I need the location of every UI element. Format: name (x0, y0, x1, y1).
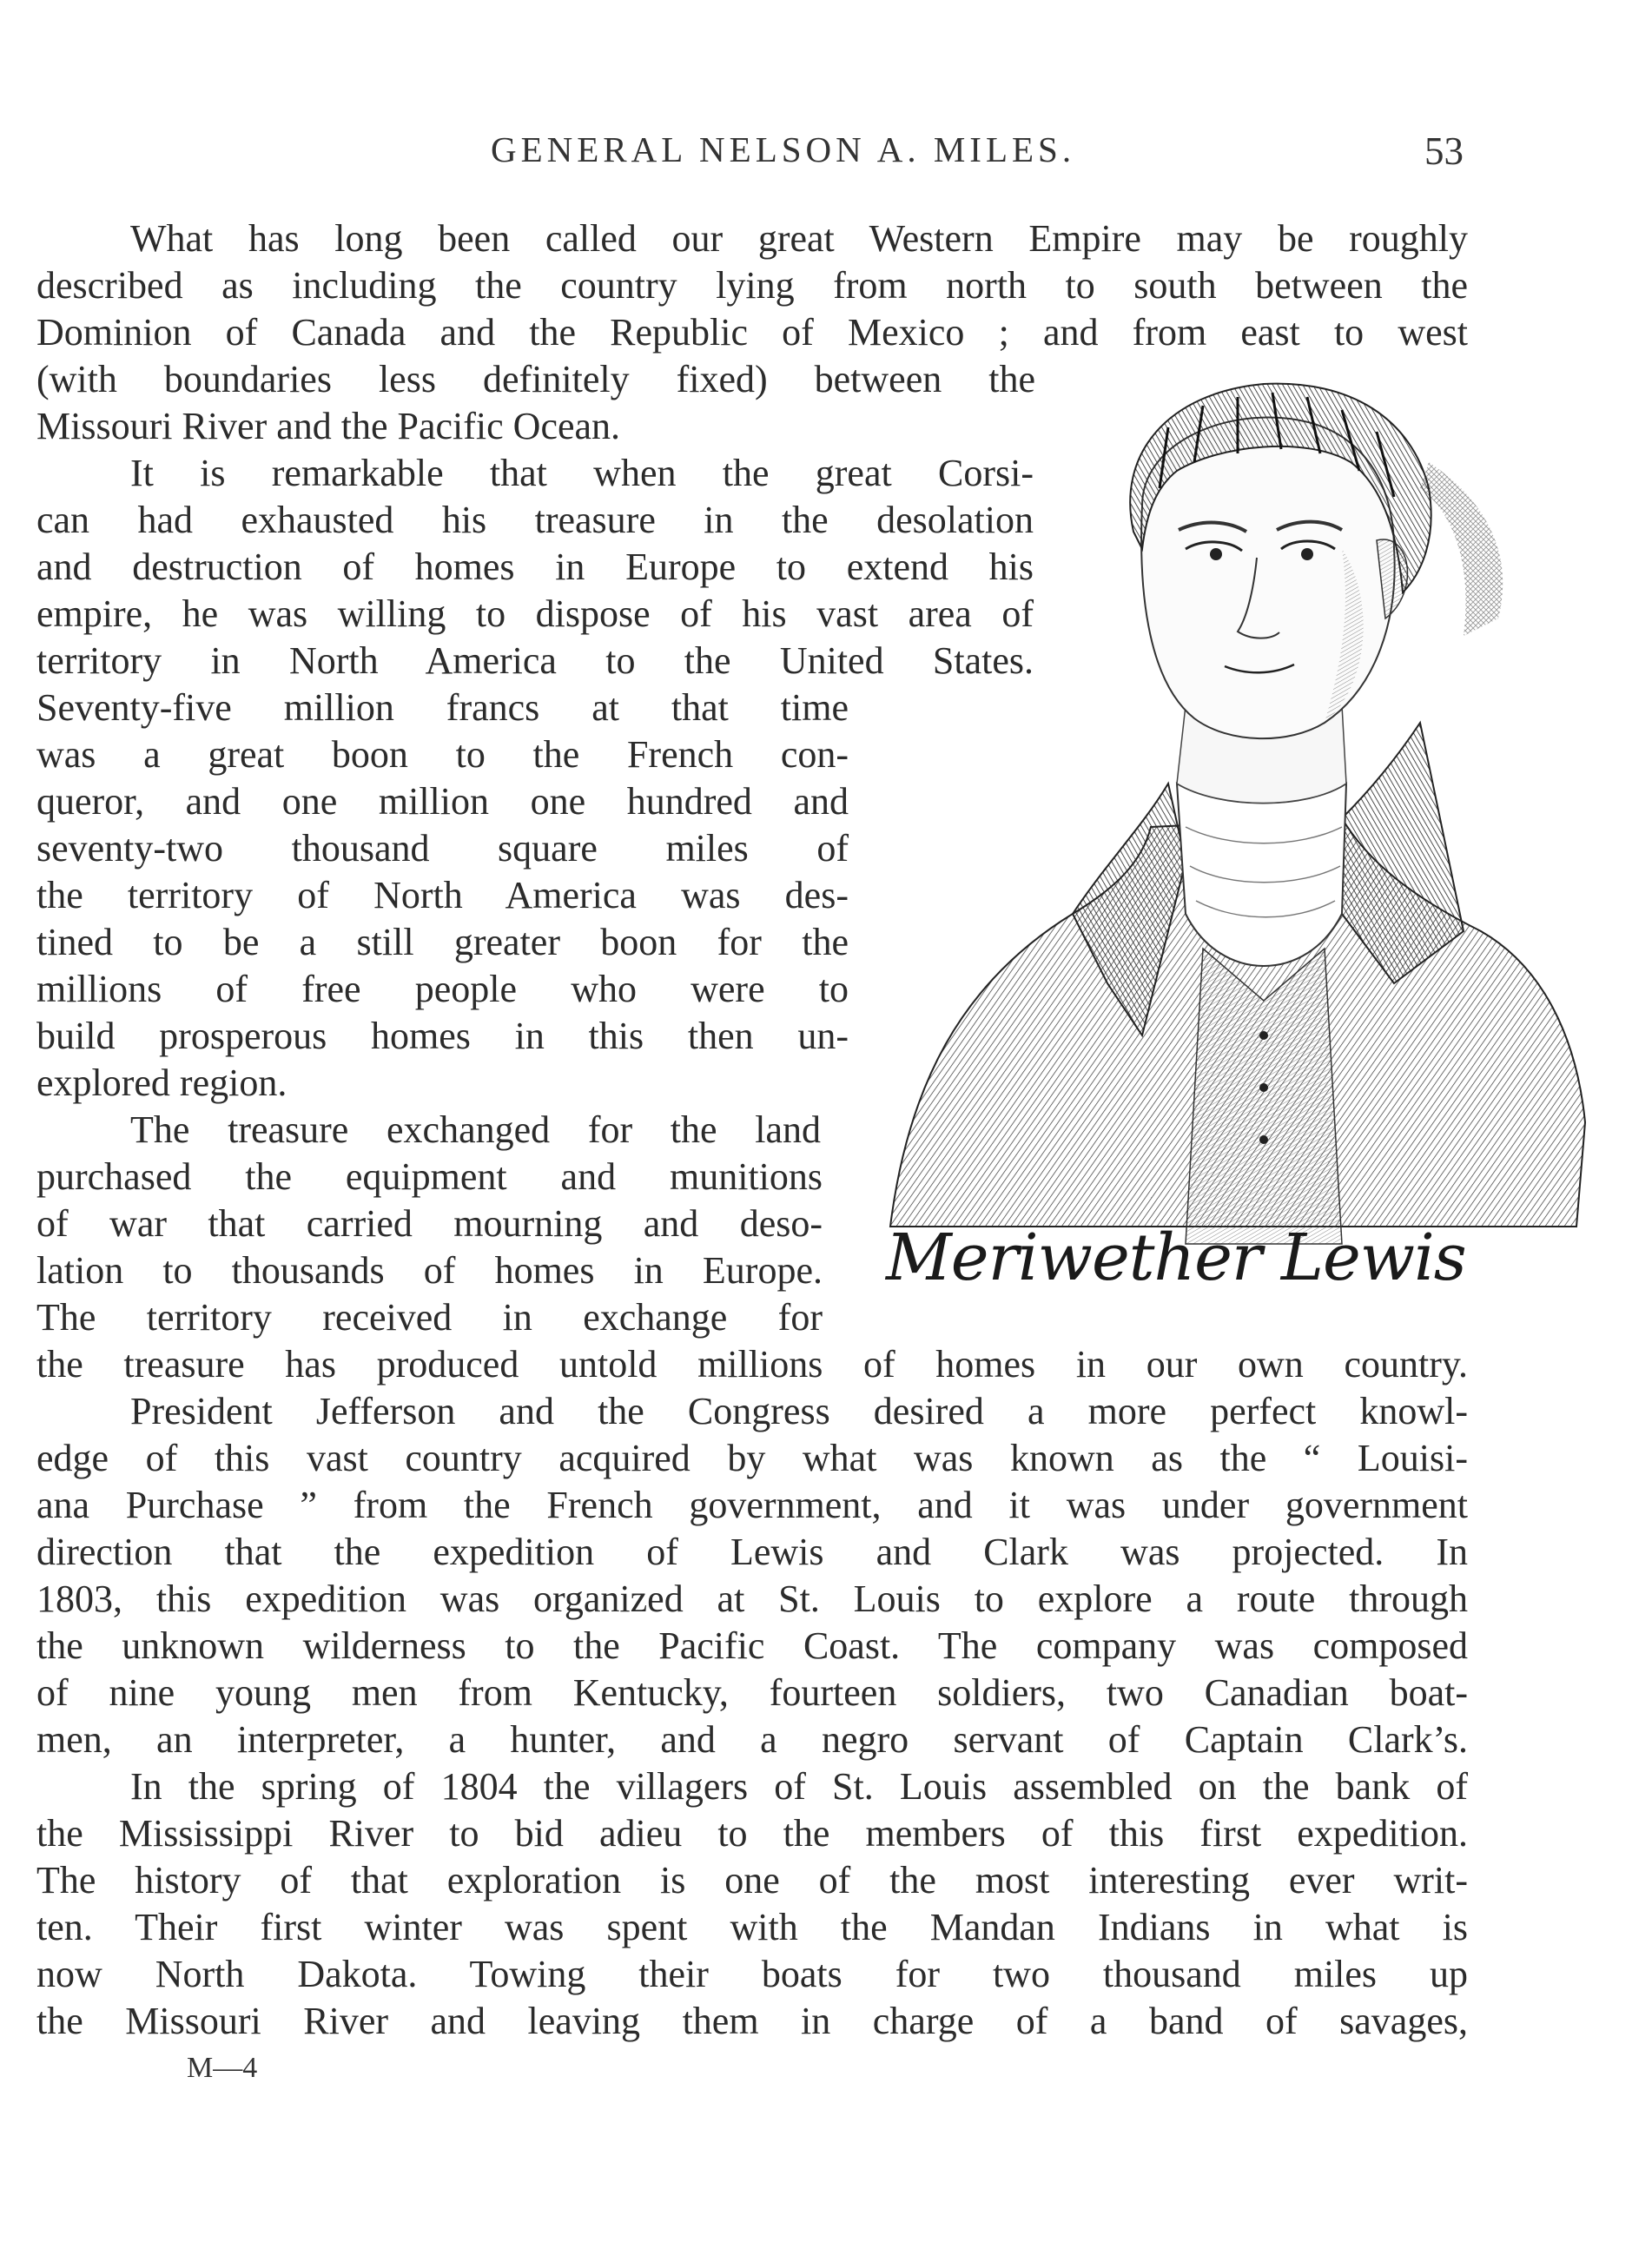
text-line-12: was a great boon to the French con- (36, 733, 849, 776)
text-line-22: of war that carried mourning and deso- (36, 1202, 823, 1245)
text-line-36: The history of that exploration is one of the most interesting ever writ- (36, 1859, 1468, 1902)
text-line-31: the unknown wilderness to the Pacific Coast. The company was composed (36, 1624, 1468, 1667)
text-line-1: What has long been called our great Western Empire may be roughly (130, 217, 1468, 260)
text-line-8: and destruction of homes in Europe to extend his (36, 546, 1034, 588)
running-title: GENERAL NELSON A. MILES. (491, 129, 1076, 169)
text-line-34: In the spring of 1804 the villagers of St. Louis assembled on the bank of (130, 1765, 1468, 1808)
text-line-6: It is remarkable that when the great Corsi- (130, 452, 1034, 494)
text-line-2: described as including the country lying from north to south between the (36, 264, 1468, 307)
text-line-37: ten. Their first winter was spent with the Mandan Indians in what is (36, 1906, 1468, 1948)
text-line-35: the Mississippi River to bid adieu to the members of this first expedition. (36, 1812, 1468, 1855)
signature (886, 1220, 1485, 1325)
text-line-11: Seventy-five million francs at that time (36, 686, 849, 729)
text-line-10: territory in North America to the United States. (36, 639, 1034, 682)
text-line-28: ana Purchase ” from the French government, and it was under government (36, 1484, 1468, 1526)
text-line-23: lation to thousands of homes in Europe. (36, 1249, 823, 1292)
text-line-14: seventy-two thousand square miles of (36, 827, 849, 870)
signature-mark: M—4 (187, 2052, 258, 2084)
text-line-3: Dominion of Canada and the Republic of Mexico ; and from east to west (36, 311, 1468, 354)
text-line-17: millions of free people who were to (36, 968, 849, 1010)
text-line-15: the territory of North America was des- (36, 874, 849, 916)
text-line-26: President Jefferson and the Congress desired a more perfect knowl- (130, 1390, 1468, 1432)
text-line-18: build prosperous homes in this then un- (36, 1015, 849, 1057)
text-line-13: queror, and one million one hundred and (36, 780, 849, 823)
text-line-30: 1803, this expedition was organized at St. Louis to explore a route through (36, 1577, 1468, 1620)
signature-text: Meriwether Lewis (886, 1220, 1466, 1295)
text-line-4: (with boundaries less definitely fixed) between the (36, 358, 1035, 400)
text-line-20: The treasure exchanged for the land (130, 1108, 821, 1151)
text-line-7: can had exhausted his treasure in the desolation (36, 499, 1034, 541)
text-line-9: empire, he was willing to dispose of his vast area of (36, 592, 1034, 635)
page-number: 53 (1424, 129, 1464, 173)
text-line-27: edge of this vast country acquired by what was known as the “ Louisi- (36, 1437, 1468, 1479)
text-line-29: direction that the expedition of Lewis and Clark was projected. In (36, 1531, 1468, 1573)
running-header (0, 129, 1652, 181)
text-line-33: men, an interpreter, a hunter, and a negro servant of Captain Clark’s. (36, 1718, 1468, 1761)
text-line-19: explored region. (36, 1062, 287, 1104)
text-line-24: The territory received in exchange for (36, 1296, 823, 1339)
text-line-38: now North Dakota. Towing their boats for two thousand miles up (36, 1953, 1468, 1995)
text-line-16: tined to be a still greater boon for the (36, 921, 849, 963)
text-line-25: the treasure has produced untold millions of homes in our own country. (36, 1343, 1468, 1386)
text-line-5: Missouri River and the Pacific Ocean. (36, 405, 621, 447)
text-line-32: of nine young men from Kentucky, fourteen soldiers, two Canadian boat- (36, 1671, 1468, 1714)
text-line-39: the Missouri River and leaving them in charge of a band of savages, (36, 2000, 1468, 2042)
text-line-21: purchased the equipment and munitions (36, 1155, 823, 1198)
